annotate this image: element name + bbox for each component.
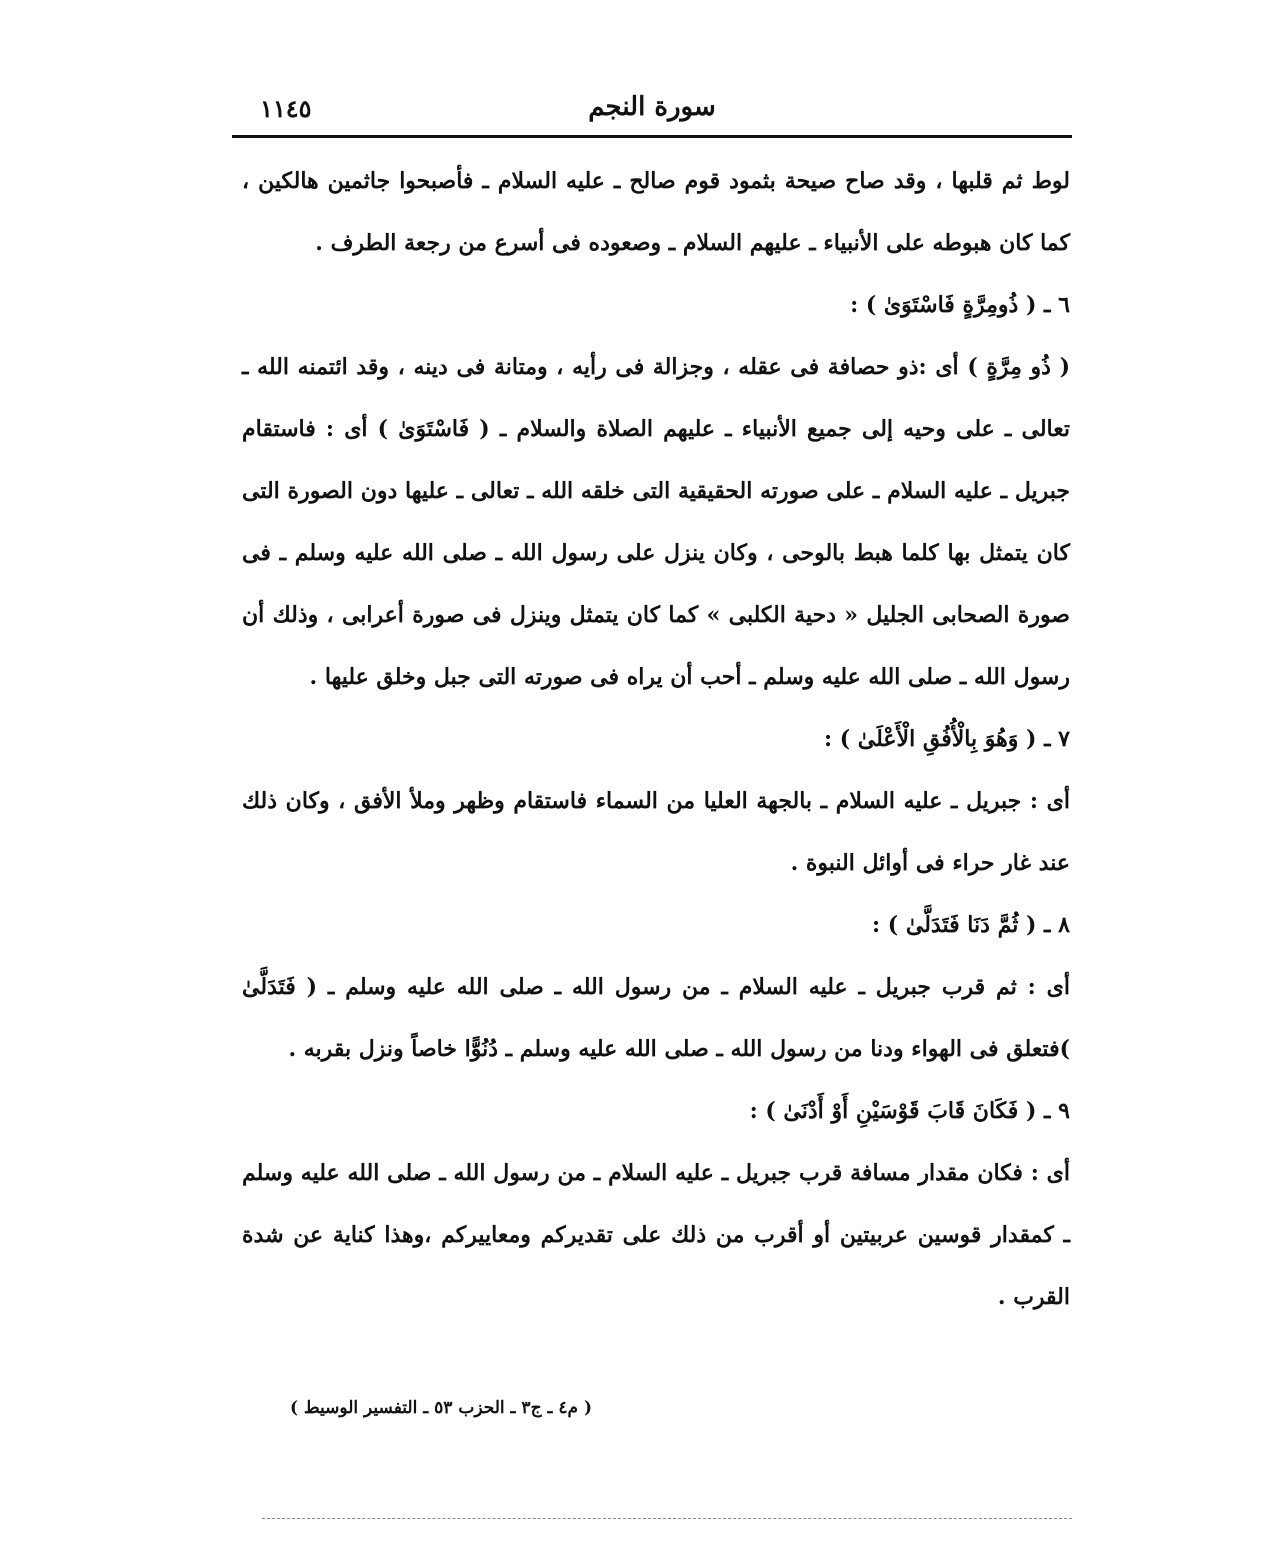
paragraph-verse-8: أى : ثم قرب جبريل ـ عليه السلام ـ من رسول الله ـ صلى الله عليه وسلم ـ ( فَتَدَلَّىٰ )فتعلق فى الهواء ودنا من رسول الله ـ صلى الله عليه وسلم ـ دُنُوًّا خاصاً ونزل بقربه . xyxy=(242,974,1070,1062)
verse-heading-8: ٨ ـ ( ثُمَّ دَنَا فَتَدَلَّىٰ ) : xyxy=(872,912,1070,938)
page-body xyxy=(242,150,1070,1328)
page-number: ١١٤٥ xyxy=(260,94,312,123)
book-signature: ( م٤ ـ ج٣ ـ الحزب ٥٣ ـ التفسير الوسيط ) xyxy=(289,1398,592,1418)
header-rule xyxy=(232,135,1072,138)
verse-heading-9: ٩ ـ ( فَكَانَ قَابَ قَوْسَيْنِ أَوْ أَدْنَىٰ ) : xyxy=(749,1098,1070,1124)
page-header xyxy=(232,92,1072,132)
verse-heading-6: ٦ ـ ( ذُومِرَّةٍ فَاسْتَوَىٰ ) : xyxy=(850,292,1070,318)
paragraph-verse-9: أى : فكان مقدار مسافة قرب جبريل ـ عليه السلام ـ من رسول الله ـ صلى الله عليه وسلم ـ كمقدار قوسين عربيتين أو أقرب من ذلك على تقديركم ومعاييركم ،وهذا كناية عن شدة القرب . xyxy=(242,1160,1070,1310)
paragraph-verse-6: ( ذُو مِرَّةٍ ) أى :ذو حصافة فى عقله ، وجزالة فى رأيه ، ومتانة فى دينه ، وقد ائتمنه الله ـ تعالى ـ على وحيه إلى جميع الأنبياء ـ عليهم الصلاة والسلام ـ ( فَاسْتَوَىٰ ) أى : فاستقام جبريل ـ عليه السلام ـ على صورته الحقيقية التى خلقه الله ـ تعالى ـ عليها دون الصورة التى كان يتمثل بها كلما هبط بالوحى ، وكان ينزل على رسول الله ـ صلى الله عليه وسلم ـ فى صورة الصحابى الجليل « دحية الكلبى » كما كان يتمثل وينزل فى صورة أعرابى ، وذلك أن رسول الله ـ صلى الله عليه وسلم ـ أحب أن يراه فى صورته التى جبل وخلق عليها . xyxy=(242,354,1070,690)
paragraph-intro: لوط ثم قلبها ، وقد صاح صيحة بثمود قوم صالح ـ عليه السلام ـ فأصبحوا جاثمين هالكين ، كما كان هبوطه على الأنبياء ـ عليهم السلام ـ وصعوده فى أسرع من رجعة الطرف . xyxy=(242,168,1070,256)
verse-heading-7: ٧ ـ ( وَهُوَ بِالْأُفُقِ الْأَعْلَىٰ ) : xyxy=(823,726,1070,752)
surah-title: سورة النجم xyxy=(588,92,716,122)
paragraph-verse-7: أى : جبريل ـ عليه السلام ـ بالجهة العليا من السماء فاستقام وظهر وملأ الأفق ، وكان ذلك عند غار حراء فى أوائل النبوة . xyxy=(242,788,1070,876)
bottom-rule xyxy=(262,1518,1072,1519)
